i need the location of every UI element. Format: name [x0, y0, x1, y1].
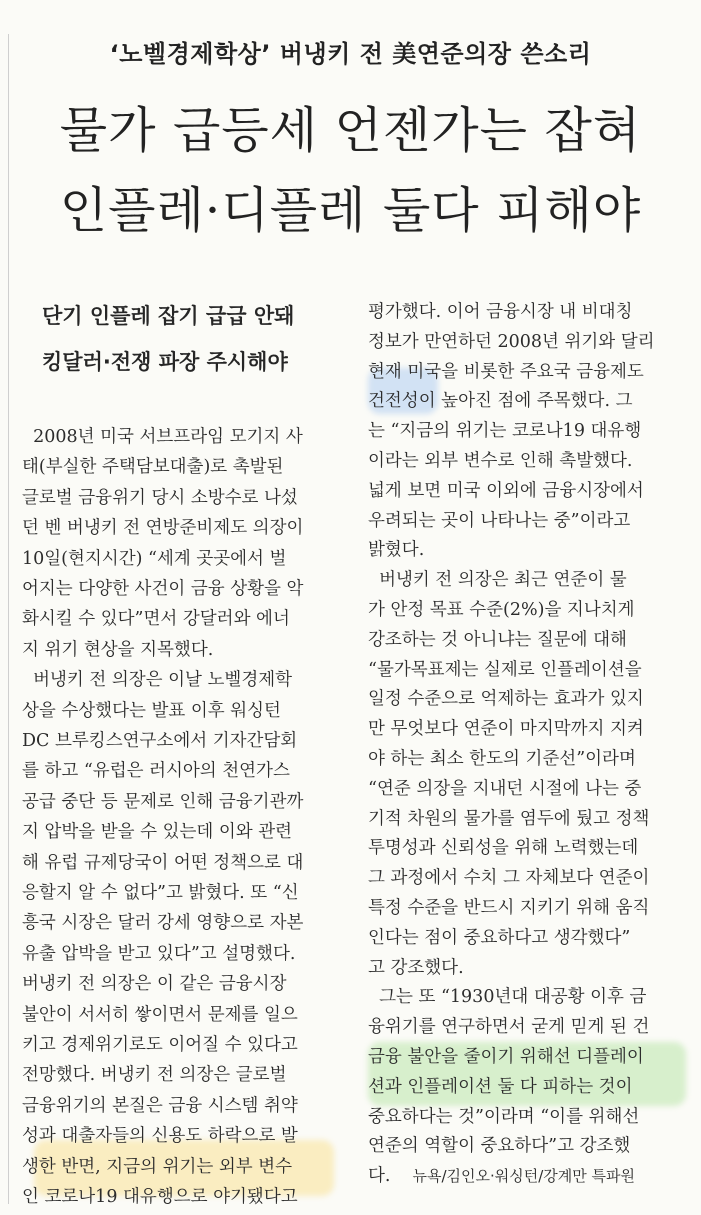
article-text-line: 공급 중단 등 문제로 인해 금융기관까: [22, 791, 304, 812]
article-text-line: 유출 압박을 받고 있다”고 설명했다.: [22, 943, 296, 964]
article-text-line: 야 하는 최소 한도의 기준선”이라며: [368, 749, 636, 769]
article-text-line: 2008년 미국 서브프라임 모기지 사: [22, 427, 303, 447]
byline: 뉴욕/김인오·워싱턴/강계만 특파원: [412, 1167, 635, 1186]
article-last-text: 다.: [368, 1166, 391, 1187]
article-text-line: 우려되는 곳이 나타나는 중”이라고: [368, 510, 631, 531]
article-text-line: DC 브루킹스연구소에서 기자간담회: [22, 731, 298, 751]
article-text-line: 버냉키 전 의장은 이날 노벨경제학: [22, 670, 293, 691]
article-text-line: 고 강조했다.: [368, 957, 464, 978]
article-text-line: 인다는 점이 중요하다고 생각했다”: [368, 927, 631, 948]
article-text-line: 현재 미국을 비롯한 주요국 금융제도: [368, 361, 644, 382]
article-text-line: 투명성과 신뢰성을 위해 노력했는데: [368, 838, 639, 859]
article-text-line: 인 코로나19 대유행으로 야기됐다고: [22, 1187, 298, 1207]
article-text-line: 글로벌 금융위기 당시 소방수로 나섰: [22, 487, 298, 508]
article-text-line: 버냉키 전 의장은 이 같은 금융시장: [22, 974, 287, 995]
article-text-line: 기적 차원의 물가를 염두에 뒀고 정책: [368, 808, 650, 829]
subheadline-1: 단기 인플레 잡기 급급 안돼: [42, 304, 295, 328]
subheadline-2: 킹달러·전쟁 파장 주시해야: [42, 350, 288, 374]
article-text-line: 평가했다. 이어 금융시장 내 비대칭: [368, 302, 633, 322]
article-text-line: 그 과정에서 수치 그 자체보다 연준이: [368, 868, 650, 889]
kicker-headline: ‘노벨경제학상’ 버냉키 전 美연준의장 쓴소리: [109, 40, 592, 68]
article-text-line: 버냉키 전 의장은 최근 연준이 물: [368, 570, 627, 591]
article-text-line: 어지는 다양한 사건이 금융 상황을 악: [22, 579, 304, 599]
article-text-line: 던 벤 버냉키 전 연방준비제도 의장이: [22, 518, 304, 539]
article-text-line: 불안이 서서히 쌓이면서 문제를 일으: [22, 1004, 298, 1025]
article-text-line: “연준 의장을 지내던 시절에 나는 중: [368, 778, 642, 799]
article-text-line: 화시킬 수 있다”면서 강달러와 에너: [22, 609, 290, 630]
article-text-line: 를 하고 “유럽은 러시아의 천연가스: [22, 761, 290, 782]
article-text-line: 융위기를 연구하면서 굳게 믿게 된 건: [368, 1017, 650, 1038]
article-text-line: 는 “지금의 위기는 코로나19 대유행: [368, 421, 642, 442]
article-text-line: 션과 인플레이션 둘 다 피하는 것이: [368, 1076, 633, 1097]
article-text-line: 키고 경제위기로도 이어질 수 있다고: [22, 1035, 298, 1055]
article-text-line: 중요하다는 것”이라며 “이를 위해선: [368, 1106, 640, 1127]
article-text-line: 지 압박을 받을 수 있는데 이와 관련: [22, 822, 293, 843]
article-text-line: 강조하는 것 아니냐는 질문에 대해: [368, 629, 627, 650]
article-text-line: 정보가 만연하던 2008년 위기와 달리: [368, 331, 655, 352]
article-text-line: 금융위기의 본질은 금융 시스템 취약: [22, 1095, 298, 1116]
article-text-line: 전망했다. 버냉키 전 의장은 글로벌: [22, 1065, 287, 1086]
article-text-line: 성과 대출자들의 신용도 하락으로 발: [22, 1126, 298, 1147]
article-text-line: 일정 수준으로 억제하는 효과가 있지: [368, 689, 644, 710]
article-text-line: 상을 수상했다는 발표 이후 워싱턴: [22, 700, 281, 721]
article-text-line: 가 안정 목표 수준(2%)을 지나치게: [368, 600, 635, 620]
main-headline-line-1: 물가 급등세 언젠가는 잡혀: [59, 102, 642, 159]
article-last-line: [368, 1160, 635, 1192]
article-text-line: 응할지 알 수 없다”고 밝혔다. 또 “신: [22, 883, 299, 903]
article-text-line: “물가목표제는 실제로 인플레이션을: [368, 659, 642, 680]
article-text-line: 지 위기 현상을 지목했다.: [22, 639, 214, 660]
article-text-line: 태(부실한 주택담보대출)로 촉발된: [22, 457, 284, 478]
article-text-line: 그는 또 “1930년대 대공황 이후 금: [368, 987, 647, 1008]
article-text-line: 해 유럽 규제당국이 어떤 정책으로 대: [22, 852, 304, 873]
article-text-line: 10일(현지시간) “세계 곳곳에서 벌: [22, 548, 287, 569]
article-text-line: 넓게 보면 미국 이외에 금융시장에서: [368, 480, 644, 501]
main-headline-line-2: 인플레·디플레 둘다 피해야: [59, 182, 642, 239]
article-text-line: 밝혔다.: [368, 540, 425, 561]
article-text-line: 흥국 시장은 달러 강세 영향으로 자본: [22, 913, 304, 934]
article-text-line: 이라는 외부 변수로 인해 촉발했다.: [368, 451, 633, 471]
article-text-line: 연준의 역할이 중요하다”고 강조했: [368, 1136, 631, 1157]
article-text-line: 만 무엇보다 연준이 마지막까지 지켜: [368, 719, 644, 740]
article-text-line: 생한 반면, 지금의 위기는 외부 변수: [22, 1156, 293, 1177]
article-text-line: 금융 불안을 줄이기 위해선 디플레이: [368, 1047, 644, 1067]
article-text-line: 특정 수준을 반드시 지키기 위해 움직: [368, 898, 650, 918]
article-text-line: 건전성이 높아진 점에 주목했다. 그: [368, 391, 633, 412]
